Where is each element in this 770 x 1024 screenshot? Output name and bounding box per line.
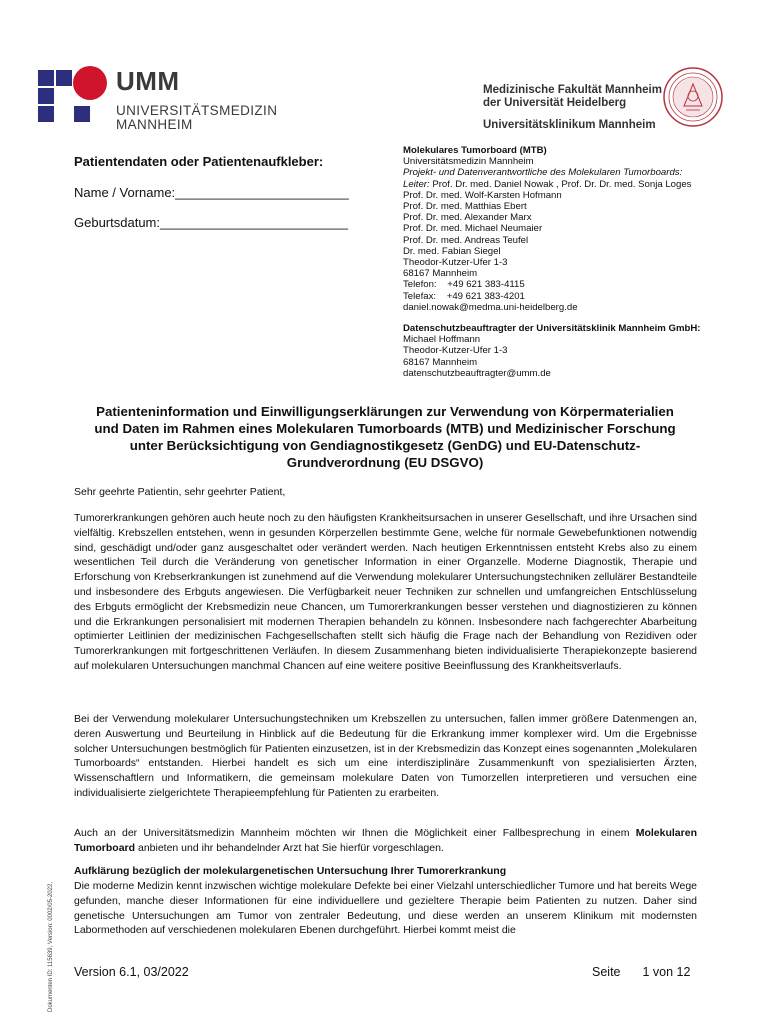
contact-title: Molekulares Tumorboard (MTB) bbox=[403, 145, 547, 156]
document-id-vertical: Dokumenten ID: 115639, Version: 0002/05-2022, bbox=[48, 882, 54, 1012]
university-seal-icon bbox=[662, 66, 724, 128]
contact-role: Projekt- und Datenverantwortliche des Molekularen Tumorboards: bbox=[403, 167, 683, 179]
leader-label: Leiter: bbox=[403, 178, 430, 190]
paragraph-3 bbox=[74, 826, 697, 856]
title-line-3: unter Berücksichtigung von Gendiagnostikgesetz (GenDG) und EU-Datenschutz- bbox=[129, 438, 641, 453]
contact-person: Prof. Dr. med. Michael Neumaier bbox=[403, 223, 543, 235]
data-protection-block bbox=[403, 323, 733, 379]
contact-street: Theodor-Kutzer-Ufer 1-3 bbox=[403, 257, 508, 269]
logo-square-2 bbox=[56, 70, 72, 86]
contact-city: 68167 Mannheim bbox=[403, 268, 478, 280]
contact-org: Universitätsmedizin Mannheim bbox=[403, 156, 534, 168]
patient-data-title: Patientendaten oder Patientenaufkleber: bbox=[74, 154, 324, 169]
dsb-name: Michael Hoffmann bbox=[403, 334, 481, 346]
footer-page bbox=[592, 965, 690, 979]
contact-email[interactable]: daniel.nowak@medma.uni-heidelberg.de bbox=[403, 301, 578, 313]
document-title bbox=[60, 403, 710, 471]
contact-person: Prof. Dr. med. Matthias Ebert bbox=[403, 201, 527, 213]
logo-square-4 bbox=[38, 106, 54, 122]
title-line-1: Patienteninformation und Einwilligungserklärungen zur Verwendung von Körpermaterialien bbox=[96, 404, 674, 419]
logo-square-5 bbox=[74, 106, 90, 122]
contact-person: Prof. Dr. med. Alexander Marx bbox=[403, 212, 532, 224]
paragraph-2: Bei der Verwendung molekularer Untersuchungstechniken um Krebszellen zu untersuchen, fallen immer größere Datenmengen an, deren Auswertung und Beurteilung in Hinblick auf die Bedeutung für die Erkrankung immer komplexer wird. Um die Ergebnisse solcher Untersuchungen bestmöglich für Patienten einzusetzen, ist in der Krebsmedizin das Konzept eines sogenannten „Molekularen Tumorboards“ entstanden. Hierbei handelt es sich um eine interdisziplinäre Zusammenkunft von spezialisierten Ärzten, Wissenschaftlern und Informatikern, die gemeinsam molekulare Daten von Tumorzellen interpretieren und versuchen eine individualisierte zielgerichtete Therapieempfehlung für Patienten zu erarbeiten. bbox=[74, 713, 697, 799]
contact-person: Prof. Dr. med. Andreas Teufel bbox=[403, 234, 529, 246]
title-line-2: und Daten im Rahmen eines Molekularen Tumorboards (MTB) und Medizinischer Forschung bbox=[94, 421, 676, 436]
dsb-city: 68167 Mannheim bbox=[403, 356, 478, 368]
umm-logo-mark bbox=[38, 65, 108, 131]
faculty-line-2: der Universität Heidelberg bbox=[483, 97, 627, 109]
contact-person: Prof. Dr. med. Wolf-Karsten Hofmann bbox=[403, 189, 562, 201]
clinic-name: Universitätsklinikum Mannheim bbox=[483, 119, 656, 131]
section-title: Aufklärung bezüglich der molekulargenetischen Untersuchung Ihrer Tumorerkrankung bbox=[74, 865, 507, 877]
name-field[interactable]: Name / Vorname:________________________ bbox=[74, 185, 349, 200]
footer-version: Version 6.1, 03/2022 bbox=[74, 965, 189, 979]
faculty-line-1: Medizinische Fakultät Mannheim bbox=[483, 84, 662, 96]
logo-square-3 bbox=[38, 88, 54, 104]
faculty-name bbox=[483, 84, 662, 110]
contact-leader bbox=[403, 179, 733, 190]
contact-phone: Telefon: +49 621 383-4115 bbox=[403, 279, 525, 291]
para3-text-end: anbieten und ihr behandelnder Arzt hat Sie hierfür vorgeschlagen. bbox=[135, 841, 444, 854]
dsb-street: Theodor-Kutzer-Ufer 1-3 bbox=[403, 345, 508, 357]
contact-person: Dr. med. Fabian Siegel bbox=[403, 245, 501, 257]
salutation: Sehr geehrte Patientin, sehr geehrter Patient, bbox=[74, 486, 286, 498]
logo-square-1 bbox=[38, 70, 54, 86]
contact-fax: Telefax: +49 621 383-4201 bbox=[403, 290, 525, 302]
paragraph-4: Die moderne Medizin kennt inzwischen wichtige molekulare Defekte bei einer Vielzahl unterschiedlicher Tumore und hat bereits Wege gefunden, manche dieser Informationen für eine individuellere und gezieltere Therapie beim Patienten zu nutzen. Daher sind genetische Untersuchungen am Tumor von zentraler Bedeutung, und diese werden an unserem Klinikum mit modernsten Labormethoden auf verschiedenen molekularen Ebenen durchgeführt. Hierbei kommt meist die bbox=[74, 880, 697, 937]
title-line-4: Grundverordnung (EU DSGVO) bbox=[286, 455, 484, 470]
birthdate-field[interactable]: Geburtsdatum:__________________________ bbox=[74, 215, 348, 230]
logo-sub-line-2: MANNHEIM bbox=[116, 117, 193, 132]
dsb-email[interactable]: datenschutzbeauftragter@umm.de bbox=[403, 367, 551, 379]
logo-red-circle bbox=[73, 66, 107, 100]
logo-sub-line-1: UNIVERSITÄTSMEDIZIN bbox=[116, 103, 278, 118]
contact-block bbox=[403, 145, 733, 313]
dsb-title: Datenschutzbeauftragter der Universitätsklinik Mannheim GmbH: bbox=[403, 323, 701, 334]
para3-text: Auch an der Universitätsmedizin Mannheim möchten wir Ihnen die Möglichkeit einer Fallbesprechung in einem bbox=[74, 827, 636, 839]
logo-subtitle bbox=[116, 104, 277, 132]
paragraph-1: Tumorerkrankungen gehören auch heute noch zu den häufigsten Krankheitsursachen in unserer Gesellschaft, und ihre Ursachen sind vielfältig. Krebszellen entstehen, wenn in gesunden Körperzellen bestimmte Gene, welche für normale Gewebefunktionen notwendig sind, geschädigt und/oder ganz ausgeschaltet oder verändert werden. Nach heutigen Erkenntnissen entsteht Krebs also zu einem wesentlichen Teil durch die Veränderung von genetischer Information in einer Organzelle. Moderne Diagnostik, Therapie und Erforschung von Krebserkrankungen ist zunehmend auf die Verwendung molekularer Untersuchungstechniken zellulärer Bestandteile und insbesondere des Erbguts angewiesen. Die Verfügbarkeit neuer Techniken zur schnellen und umfangreichen Entschlüsselung des Erbguts ermöglicht der Krebsmedizin neue Chancen, um Tumorerkrankungen besser verstehen und diagnostizieren zu können und die Erkrankungen personalisiert mit modernen Therapien behandeln zu können. Insbesondere nach fachgerechter Abarbeitung optimierter Leitlinien der medizinischen Fachgesellschaften stellt sich häufig die Frage nach der Behandlung von Rezidiven oder Tumorerkrankungen mit fortgeschrittenen Verläufen. In diesem Zusammenhang bieten individualisierte Therapiekonzepte basierend auf molekularen Untersuchungen manchmal Chancen auf eine weitere positive Beeinflussung des Krankheitsverlaufs. bbox=[74, 512, 697, 672]
page-label: Seite bbox=[592, 965, 621, 979]
logo-text: UMM bbox=[116, 66, 180, 96]
leader-names: Prof. Dr. med. Daniel Nowak , Prof. Dr. Dr. med. Sonja Loges bbox=[429, 178, 692, 190]
para3-bold: Molekularen Tumorboard bbox=[74, 827, 697, 854]
page-number: 1 von 12 bbox=[642, 965, 691, 979]
